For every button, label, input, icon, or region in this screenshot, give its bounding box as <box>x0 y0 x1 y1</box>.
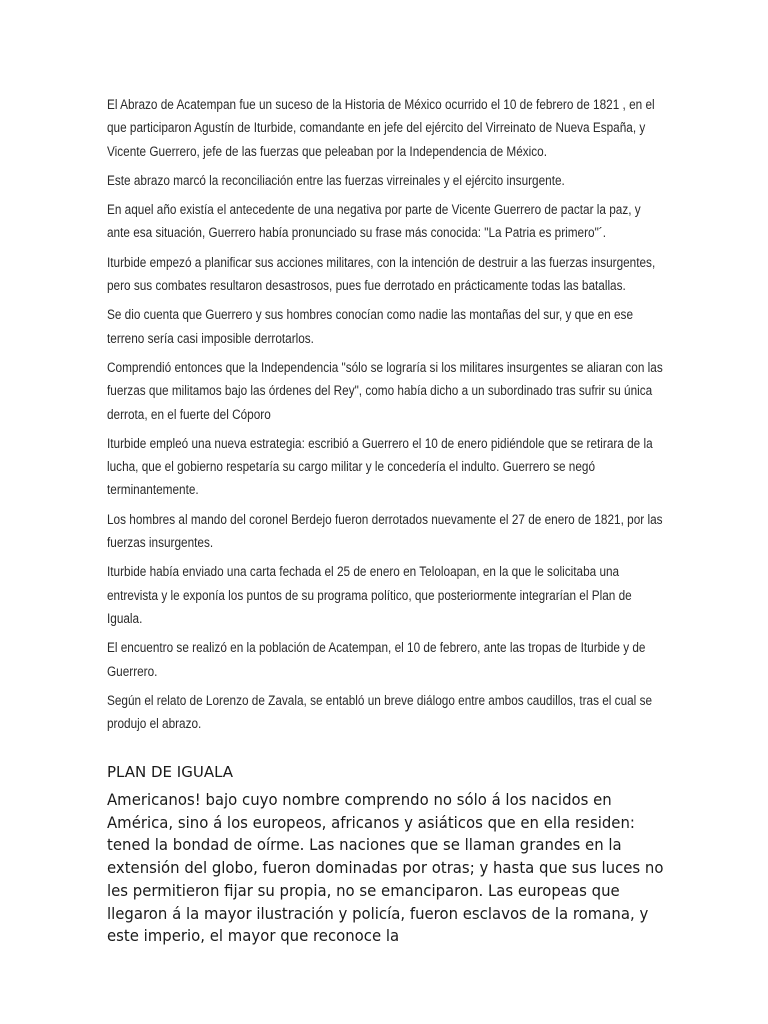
plan-de-iguala-section <box>107 761 667 948</box>
paragraph: En aquel año existía el antecedente de una negativa por parte de Vicente Guerrero de pactar la paz, y ante esa situación, Guerrero había pronunciado su frase más conocida: "La Patria es primero"´. <box>107 202 641 241</box>
paragraph: Iturbide empezó a planificar sus acciones militares, con la intención de destruir a las fuerzas insurgentes, pero sus combates resultaron desastrosos, pues fue derrotado en prácticamente todas las batallas. <box>107 254 656 294</box>
abrazo-section <box>107 93 667 741</box>
paragraph: Los hombres al mando del coronel Berdejo fueron derrotados nuevamente el 27 de enero de 1821, por las fuerzas insurgentes. <box>107 511 663 551</box>
paragraph: Iturbide empleó una nueva estrategia: escribió a Guerrero el 10 de enero pidiéndole que se retirara de la lucha, que el gobierno respetaría su cargo militar y le concedería el indulto. Guerrero se negó terminantemente. <box>107 435 653 498</box>
paragraph: Iturbide había enviado una carta fechada el 25 de enero en Teloloapan, en la que le solicitaba una entrevista y le exponía los puntos de su programa político, que posteriormente integrarían el Plan de Iguala. <box>107 564 632 626</box>
paragraph: Se dio cuenta que Guerrero y sus hombres conocían como nadie las montañas del sur, y que en ese terreno sería casi imposible derrotarlos. <box>107 307 634 346</box>
paragraph: El encuentro se realizó en la población de Acatempan, el 10 de febrero, ante las tropas de Iturbide y de Guerrero. <box>107 640 646 679</box>
plan-paragraph: Americanos! bajo cuyo nombre comprendo no sólo á los nacidos en América, sino á los europeos, africanos y asiáticos que en ella residen: tened la bondad de oírme. Las naciones que se llaman grandes en la extensión del globo, fueron dominadas por otras; y hasta que sus luces no les permitieron fijar su propia, no se emanciparon. Las europeas que llegaron á la mayor ilustración y policía, fueron esclavos de la romana, y este imperio, el mayor que reconoce la <box>107 791 664 946</box>
paragraph: Según el relato de Lorenzo de Zavala, se entabló un breve diálogo entre ambos caudillos, tras el cual se produjo el abrazo. <box>107 692 653 732</box>
paragraph: El Abrazo de Acatempan fue un suceso de la Historia de México ocurrido el 10 de febrero de 1821 , en el que participaron Agustín de Iturbide, comandante en jefe del ejército del Virreinato de Nueva España, y Vicente Guerrero, jefe de las fuerzas que peleaban por la Independencia de México. <box>107 97 655 159</box>
paragraph: Este abrazo marcó la reconciliación entre las fuerzas virreinales y el ejército insurgente. <box>107 172 565 188</box>
section-heading: PLAN DE IGUALA <box>107 763 234 781</box>
paragraph: Comprendió entonces que la Independencia "sólo se lograría si los militares insurgentes se aliaran con las fuerzas que militamos bajo las órdenes del Rey", como había dicho a un subordinado tras sufrir su única derrota, en el fuerte del Cóporo <box>107 359 663 422</box>
